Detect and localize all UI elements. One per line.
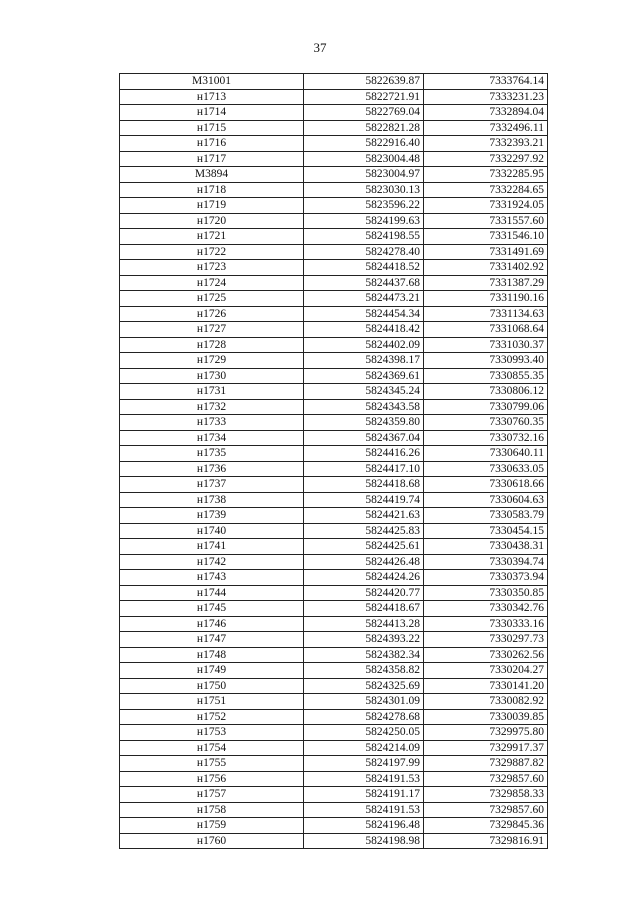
page-number: 37 [313, 40, 327, 55]
point-name-cell: н1741 [120, 539, 304, 555]
point-name-cell: н1725 [120, 291, 304, 307]
table-row [120, 74, 548, 90]
table-row [120, 523, 548, 539]
table-row [120, 399, 548, 415]
point-name-cell: н1754 [120, 740, 304, 756]
x-coordinate-cell: 5824382.34 [304, 647, 424, 663]
point-name-cell: н1727 [120, 322, 304, 338]
y-coordinate-cell: 7330799.06 [424, 399, 548, 415]
y-coordinate-cell: 7331387.29 [424, 275, 548, 291]
x-coordinate-cell: 5824419.74 [304, 492, 424, 508]
point-name-cell: н1737 [120, 477, 304, 493]
table-row [120, 260, 548, 276]
y-coordinate-cell: 7332285.95 [424, 167, 548, 183]
x-coordinate-cell: 5824454.34 [304, 306, 424, 322]
point-name-cell: н1717 [120, 151, 304, 167]
table-row [120, 601, 548, 617]
table-row [120, 725, 548, 741]
table-row [120, 353, 548, 369]
y-coordinate-cell: 7331557.60 [424, 213, 548, 229]
y-coordinate-cell: 7329858.33 [424, 787, 548, 803]
y-coordinate-cell: 7329816.91 [424, 833, 548, 849]
table-row [120, 322, 548, 338]
table-row [120, 89, 548, 105]
point-name-cell: н1747 [120, 632, 304, 648]
point-name-cell: н1721 [120, 229, 304, 245]
x-coordinate-cell: 5822769.04 [304, 105, 424, 121]
table-row [120, 167, 548, 183]
x-coordinate-cell: 5824343.58 [304, 399, 424, 415]
point-name-cell: н1744 [120, 585, 304, 601]
y-coordinate-cell: 7330039.85 [424, 709, 548, 725]
x-coordinate-cell: 5824196.48 [304, 818, 424, 834]
y-coordinate-cell: 7331068.64 [424, 322, 548, 338]
point-name-cell: н1760 [120, 833, 304, 849]
x-coordinate-cell: 5824424.26 [304, 570, 424, 586]
table-row [120, 585, 548, 601]
x-coordinate-cell: 5824325.69 [304, 678, 424, 694]
y-coordinate-cell: 7330297.73 [424, 632, 548, 648]
y-coordinate-cell: 7330438.31 [424, 539, 548, 555]
y-coordinate-cell: 7331546.10 [424, 229, 548, 245]
point-name-cell: н1755 [120, 756, 304, 772]
y-coordinate-cell: 7330350.85 [424, 585, 548, 601]
x-coordinate-cell: 5824402.09 [304, 337, 424, 353]
table-row [120, 756, 548, 772]
y-coordinate-cell: 7331190.16 [424, 291, 548, 307]
point-name-cell: н1756 [120, 771, 304, 787]
point-name-cell: н1722 [120, 244, 304, 260]
point-name-cell: н1718 [120, 182, 304, 198]
x-coordinate-cell: 5824191.53 [304, 802, 424, 818]
y-coordinate-cell: 7331924.05 [424, 198, 548, 214]
x-coordinate-cell: 5824418.42 [304, 322, 424, 338]
x-coordinate-cell: 5823030.13 [304, 182, 424, 198]
point-name-cell: н1731 [120, 384, 304, 400]
point-name-cell: н1745 [120, 601, 304, 617]
x-coordinate-cell: 5824198.98 [304, 833, 424, 849]
table-row [120, 678, 548, 694]
y-coordinate-cell: 7332284.65 [424, 182, 548, 198]
y-coordinate-cell: 7331491.69 [424, 244, 548, 260]
table-row [120, 368, 548, 384]
y-coordinate-cell: 7331134.63 [424, 306, 548, 322]
x-coordinate-cell: 5824250.05 [304, 725, 424, 741]
point-name-cell: н1715 [120, 120, 304, 136]
point-name-cell: н1751 [120, 694, 304, 710]
y-coordinate-cell: 7332297.92 [424, 151, 548, 167]
x-coordinate-cell: 5822821.28 [304, 120, 424, 136]
x-coordinate-cell: 5824416.26 [304, 446, 424, 462]
y-coordinate-cell: 7330333.16 [424, 616, 548, 632]
point-name-cell: н1746 [120, 616, 304, 632]
y-coordinate-cell: 7333231.23 [424, 89, 548, 105]
point-name-cell: н1729 [120, 353, 304, 369]
table-row [120, 461, 548, 477]
point-name-cell: н1730 [120, 368, 304, 384]
table-row [120, 306, 548, 322]
point-name-cell: н1740 [120, 523, 304, 539]
point-name-cell: н1757 [120, 787, 304, 803]
point-name-cell: н1759 [120, 818, 304, 834]
table-row [120, 492, 548, 508]
x-coordinate-cell: 5824278.68 [304, 709, 424, 725]
point-name-cell: н1733 [120, 415, 304, 431]
point-name-cell: н1735 [120, 446, 304, 462]
x-coordinate-cell: 5824418.52 [304, 260, 424, 276]
point-name-cell: н1714 [120, 105, 304, 121]
x-coordinate-cell: 5824191.17 [304, 787, 424, 803]
table-row [120, 477, 548, 493]
table-row [120, 337, 548, 353]
x-coordinate-cell: 5824425.61 [304, 539, 424, 555]
x-coordinate-cell: 5822721.91 [304, 89, 424, 105]
table-row [120, 198, 548, 214]
table-row [120, 616, 548, 632]
point-name-cell: М3894 [120, 167, 304, 183]
x-coordinate-cell: 5824413.28 [304, 616, 424, 632]
point-name-cell: н1720 [120, 213, 304, 229]
x-coordinate-cell: 5823004.97 [304, 167, 424, 183]
table-row [120, 182, 548, 198]
y-coordinate-cell: 7329975.80 [424, 725, 548, 741]
table-row [120, 570, 548, 586]
y-coordinate-cell: 7330993.40 [424, 353, 548, 369]
table-row [120, 384, 548, 400]
point-name-cell: н1734 [120, 430, 304, 446]
y-coordinate-cell: 7330618.66 [424, 477, 548, 493]
y-coordinate-cell: 7330394.74 [424, 554, 548, 570]
y-coordinate-cell: 7330373.94 [424, 570, 548, 586]
y-coordinate-cell: 7330604.63 [424, 492, 548, 508]
y-coordinate-cell: 7329845.36 [424, 818, 548, 834]
table-row [120, 291, 548, 307]
table-row [120, 105, 548, 121]
y-coordinate-cell: 7332894.04 [424, 105, 548, 121]
x-coordinate-cell: 5824425.83 [304, 523, 424, 539]
table-row [120, 136, 548, 152]
y-coordinate-cell: 7329857.60 [424, 771, 548, 787]
table-row [120, 632, 548, 648]
table-row [120, 818, 548, 834]
y-coordinate-cell: 7330760.35 [424, 415, 548, 431]
point-name-cell: н1723 [120, 260, 304, 276]
point-name-cell: н1724 [120, 275, 304, 291]
y-coordinate-cell: 7330141.20 [424, 678, 548, 694]
x-coordinate-cell: 5823004.48 [304, 151, 424, 167]
x-coordinate-cell: 5824420.77 [304, 585, 424, 601]
table-row [120, 771, 548, 787]
x-coordinate-cell: 5824278.40 [304, 244, 424, 260]
point-name-cell: М31001 [120, 74, 304, 90]
table-row [120, 663, 548, 679]
x-coordinate-cell: 5824417.10 [304, 461, 424, 477]
y-coordinate-cell: 7331030.37 [424, 337, 548, 353]
x-coordinate-cell: 5824191.53 [304, 771, 424, 787]
table-row [120, 802, 548, 818]
y-coordinate-cell: 7330204.27 [424, 663, 548, 679]
x-coordinate-cell: 5824199.63 [304, 213, 424, 229]
coordinates-table [119, 73, 548, 849]
y-coordinate-cell: 7330454.15 [424, 523, 548, 539]
x-coordinate-cell: 5824359.80 [304, 415, 424, 431]
table-row [120, 833, 548, 849]
point-name-cell: н1753 [120, 725, 304, 741]
x-coordinate-cell: 5824301.09 [304, 694, 424, 710]
x-coordinate-cell: 5824367.04 [304, 430, 424, 446]
x-coordinate-cell: 5824369.61 [304, 368, 424, 384]
point-name-cell: н1728 [120, 337, 304, 353]
table-row [120, 740, 548, 756]
x-coordinate-cell: 5824398.17 [304, 353, 424, 369]
y-coordinate-cell: 7332393.21 [424, 136, 548, 152]
x-coordinate-cell: 5824418.68 [304, 477, 424, 493]
point-name-cell: н1726 [120, 306, 304, 322]
y-coordinate-cell: 7330262.56 [424, 647, 548, 663]
table-row [120, 120, 548, 136]
table-row [120, 415, 548, 431]
x-coordinate-cell: 5824197.99 [304, 756, 424, 772]
point-name-cell: н1758 [120, 802, 304, 818]
y-coordinate-cell: 7332496.11 [424, 120, 548, 136]
x-coordinate-cell: 5823596.22 [304, 198, 424, 214]
x-coordinate-cell: 5824214.09 [304, 740, 424, 756]
y-coordinate-cell: 7330640.11 [424, 446, 548, 462]
x-coordinate-cell: 5824418.67 [304, 601, 424, 617]
point-name-cell: н1752 [120, 709, 304, 725]
y-coordinate-cell: 7331402.92 [424, 260, 548, 276]
x-coordinate-cell: 5824198.55 [304, 229, 424, 245]
y-coordinate-cell: 7333764.14 [424, 74, 548, 90]
x-coordinate-cell: 5824393.22 [304, 632, 424, 648]
table-row [120, 647, 548, 663]
y-coordinate-cell: 7330082.92 [424, 694, 548, 710]
point-name-cell: н1719 [120, 198, 304, 214]
x-coordinate-cell: 5824437.68 [304, 275, 424, 291]
table-row [120, 275, 548, 291]
y-coordinate-cell: 7330633.05 [424, 461, 548, 477]
point-name-cell: н1713 [120, 89, 304, 105]
y-coordinate-cell: 7329857.60 [424, 802, 548, 818]
table-row [120, 244, 548, 260]
point-name-cell: н1742 [120, 554, 304, 570]
x-coordinate-cell: 5822639.87 [304, 74, 424, 90]
point-name-cell: н1748 [120, 647, 304, 663]
y-coordinate-cell: 7330583.79 [424, 508, 548, 524]
table-row [120, 539, 548, 555]
coordinates-table-body [120, 74, 548, 849]
x-coordinate-cell: 5824421.63 [304, 508, 424, 524]
y-coordinate-cell: 7329917.37 [424, 740, 548, 756]
point-name-cell: н1716 [120, 136, 304, 152]
x-coordinate-cell: 5824426.48 [304, 554, 424, 570]
point-name-cell: н1749 [120, 663, 304, 679]
point-name-cell: н1732 [120, 399, 304, 415]
table-row [120, 151, 548, 167]
x-coordinate-cell: 5822916.40 [304, 136, 424, 152]
table-row [120, 554, 548, 570]
point-name-cell: н1743 [120, 570, 304, 586]
table-row [120, 446, 548, 462]
point-name-cell: н1736 [120, 461, 304, 477]
y-coordinate-cell: 7329887.82 [424, 756, 548, 772]
y-coordinate-cell: 7330732.16 [424, 430, 548, 446]
x-coordinate-cell: 5824473.21 [304, 291, 424, 307]
point-name-cell: н1750 [120, 678, 304, 694]
x-coordinate-cell: 5824358.82 [304, 663, 424, 679]
point-name-cell: н1738 [120, 492, 304, 508]
table-row [120, 694, 548, 710]
table-row [120, 229, 548, 245]
table-row [120, 430, 548, 446]
y-coordinate-cell: 7330855.35 [424, 368, 548, 384]
x-coordinate-cell: 5824345.24 [304, 384, 424, 400]
table-row [120, 709, 548, 725]
y-coordinate-cell: 7330806.12 [424, 384, 548, 400]
table-row [120, 213, 548, 229]
table-row [120, 508, 548, 524]
point-name-cell: н1739 [120, 508, 304, 524]
y-coordinate-cell: 7330342.76 [424, 601, 548, 617]
table-row [120, 787, 548, 803]
